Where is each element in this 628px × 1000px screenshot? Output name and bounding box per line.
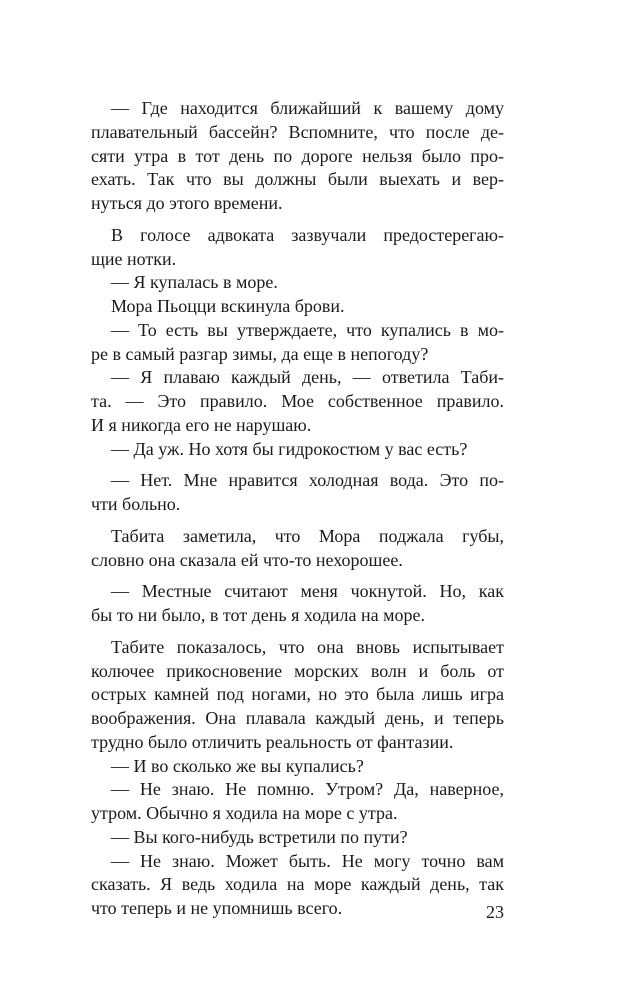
text-line: словно она сказала ей что-то нехорошее. [91, 549, 403, 570]
paragraph [91, 271, 504, 295]
text-line: Мора Пьоцци вскинула брови. [111, 296, 345, 316]
text-line: колючее прикосновение морских волн и боль от [91, 660, 504, 681]
text-line: — Я плаваю каждый день, — ответила Таби- [111, 367, 504, 388]
paragraph-gap [91, 517, 504, 525]
text-line: воображения. Она плавала каждый день, и теперь [91, 708, 504, 728]
paragraph-gap [91, 216, 504, 224]
text-line: ехать. Так что вы должны были выехать и вер- [91, 169, 504, 190]
paragraph-gap [91, 572, 504, 580]
text-line: чти больно. [91, 494, 181, 514]
paragraph [91, 366, 504, 437]
paragraph [91, 636, 504, 755]
paragraph [91, 438, 504, 462]
text-line: — То есть вы утверждаете, что купались в мо- [111, 319, 504, 340]
paragraph [91, 778, 504, 826]
text-line: ре в самый разгар зимы, да еще в непогоду? [91, 343, 429, 364]
paragraph [91, 319, 504, 367]
text-line: — Местные считают меня чокнутой. Но, как [111, 581, 504, 602]
text-line: плавательный бассейн? Вспомните, что после де- [91, 121, 504, 142]
paragraph [91, 580, 504, 628]
text-line: Табита заметила, что Мора поджала губы, [111, 525, 504, 546]
paragraph [91, 224, 504, 272]
text-line: — Я купалась в море. [111, 272, 278, 293]
text-line: сяти утра в тот день по дороге нельзя было про- [91, 145, 504, 166]
text-line: В голосе адвоката зазвучали предостерегаю- [111, 224, 504, 245]
text-line: — Да уж. Но хотя бы гидрокостюм у вас есть? [111, 438, 468, 459]
text-line: сказать. Я ведь ходила на море каждый день, так [91, 874, 504, 895]
text-line: та. — Это правило. Мое собственное правило. [91, 391, 504, 411]
paragraph [91, 850, 504, 921]
paragraph [91, 97, 504, 216]
paragraph [91, 826, 504, 850]
text-line: щие нотки. [91, 248, 177, 269]
page-number: 23 [486, 902, 504, 922]
text-line: что теперь и не упомнишь всего. [91, 898, 343, 918]
text-line: острых камней под ногами, но это была лишь игра [91, 684, 504, 705]
paragraph [91, 755, 504, 779]
text-line: — Вы кого-нибудь встретили по пути? [111, 826, 408, 847]
text-line: Табите показалось, что она вновь испытывает [111, 636, 504, 657]
text-line: — Где находится ближайший к вашему дому [111, 98, 504, 118]
paragraph-gap [91, 461, 504, 469]
text-line: — Нет. Мне нравится холодная вода. Это по- [111, 470, 504, 491]
text-line: И я никогда его не нарушаю. [91, 414, 312, 435]
paragraph [91, 525, 504, 573]
text-line: — Не знаю. Может быть. Не могу точно вам [111, 850, 504, 871]
paragraph [91, 295, 504, 319]
text-line: — И во сколько же вы купались? [111, 755, 364, 776]
paragraph-gap [91, 628, 504, 636]
text-line: нуться до этого времени. [91, 193, 283, 213]
text-line: утром. Обычно я ходила на море с утра. [91, 803, 398, 823]
text-line: трудно было отличить реальность от фантазии. [91, 731, 454, 752]
text-line: бы то ни было, в тот день я ходила на море. [91, 605, 425, 625]
text-line: — Не знаю. Не помню. Утром? Да, наверное, [111, 779, 504, 800]
paragraph [91, 469, 504, 517]
body-text [91, 97, 504, 921]
